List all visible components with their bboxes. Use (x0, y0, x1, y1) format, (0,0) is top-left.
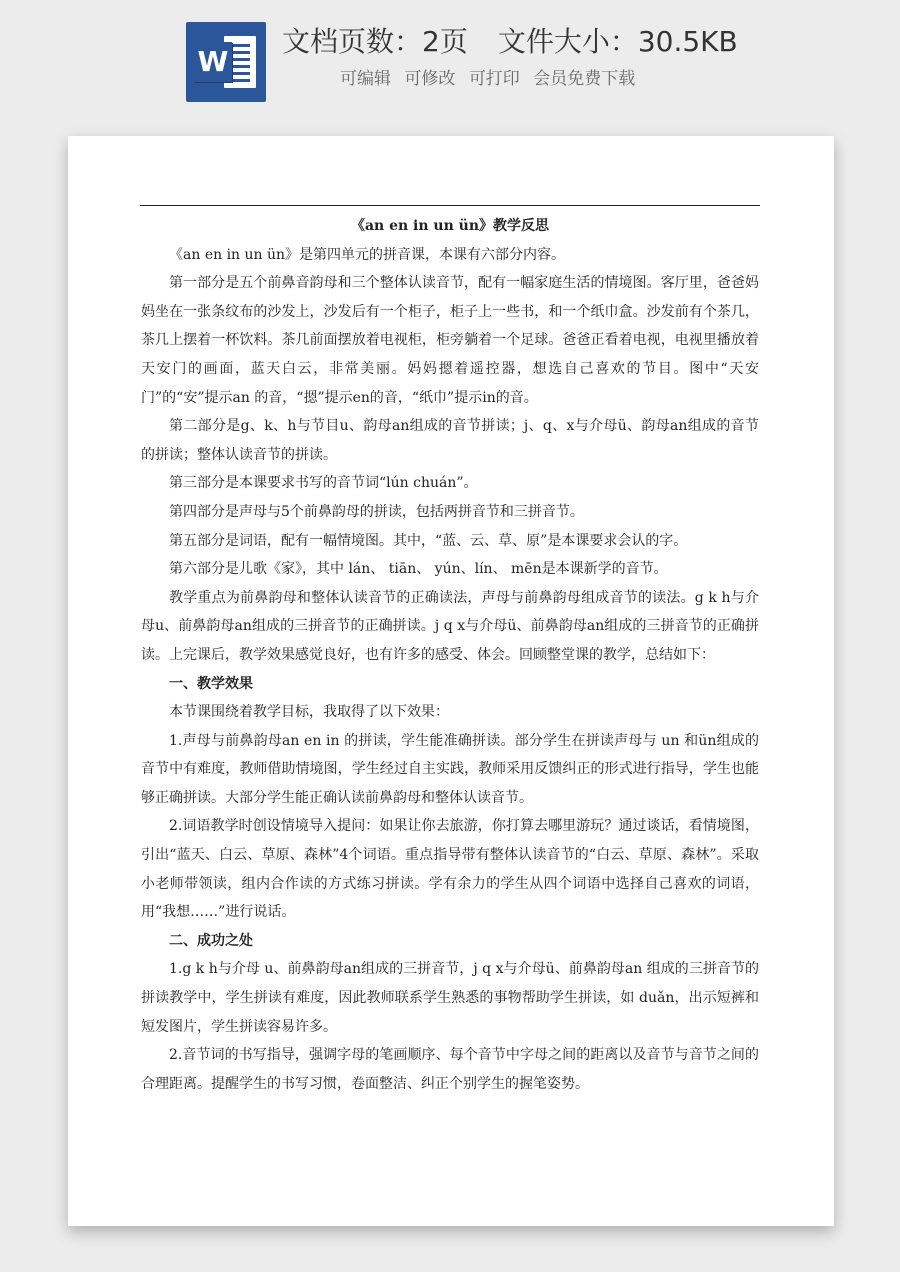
paragraph: 第三部分是本课要求书写的音节词“lún chuán”。 (169, 475, 478, 492)
feature-printable: 可打印 (468, 69, 520, 89)
paragraph: 第五部分是词语，配有一幅情境图。其中，“蓝、云、草、原”是本课要求会认的字。 (169, 532, 688, 549)
paragraph: 2.词语教学时创设情境导入提问：如果让你去旅游，你打算去哪里游玩？通过谈话，看情境图，引出“蓝天、白云、草原、森林”4个词语。重点指导带有整体认读音节的“白云、草原、森林”。采取小老师带领读，组内合作读的方式练习拼读。学有余力的学生从四个词语中选择自己喜欢的词语，用“我想……”进行说话。 (141, 818, 759, 921)
header-rule (140, 205, 760, 206)
word-letter: W (194, 42, 232, 82)
paragraph: 第二部分是g、k、h与节目u、韵母an组成的音节拼读；j、q、x与介母ü、韵母an组成的音节的拼读；整体认读音节的拼读。 (141, 418, 759, 463)
paragraph: 第六部分是儿歌《家》，其中 lán、 tiān、 yún、lín、 mēn是本课新学的音节。 (169, 561, 668, 578)
document-body (141, 212, 759, 1098)
paragraph: 第四部分是声母与5个前鼻韵母的拼读，包括两拼音节和三拼音节。 (169, 503, 584, 520)
section-heading: 二、成功之处 (169, 932, 253, 949)
file-size: 文件大小：30.5KB (497, 25, 738, 58)
paragraph: 2.音节词的书写指导，强调字母的笔画顺序、每个音节中字母之间的距离以及音节与音节之间的合理距离。提醒学生的书写习惯，卷面整洁、纠正个别学生的握笔姿势。 (141, 1047, 759, 1092)
page-count: 文档页数：2页 (282, 25, 468, 58)
paragraph: 1.声母与前鼻韵母an en in 的拼读，学生能准确拼读。部分学生在拼读声母与 un 和ün组成的音节中有难度，教师借助情境图，学生经过自主实践，教师采用反馈纠正的形式进行指导，学生也能够正确拼读。大部分学生能正确认读前鼻韵母和整体认读音节。 (141, 732, 759, 806)
file-meta (282, 20, 768, 64)
section-heading: 一、教学效果 (169, 675, 253, 692)
word-icon (186, 22, 266, 102)
paragraph: 本节课围绕着教学目标，我取得了以下效果： (169, 704, 449, 721)
paragraph: 《an en in un ün》是第四单元的拼音课，本课有六部分内容。 (169, 246, 566, 263)
paragraph: 1.g k h与介母 u、前鼻韵母an组成的三拼音节，j q x与介母ü、前鼻韵母an 组成的三拼音节的拼读教学中，学生拼读有难度，因此教师联系学生熟悉的事物帮助学生拼读，如 duǎn，出示短裤和短发图片，学生拼读容易许多。 (141, 961, 759, 1035)
feature-editable: 可编辑 (340, 69, 391, 89)
document-page (68, 136, 834, 1226)
paragraph: 第一部分是五个前鼻音韵母和三个整体认读音节，配有一幅家庭生活的情境图。客厅里，爸爸妈妈坐在一张条纹布的沙发上，沙发后有一个柜子，柜子上一些书，和一个纸巾盒。沙发前有个茶几，茶几上摆着一杯饮料。茶几前面摆放着电视柜，柜旁躺着一个足球。爸爸正看着电视，电视里播放着天安门的画面，蓝天白云，非常美丽。妈妈摁着遥控器，想选自己喜欢的节目。图中“天安门”的“安”提示an 的音，“摁”提示en的音，“纸巾”提示in的音。 (141, 275, 759, 406)
document-title: 《an en in un ün》教学反思 (350, 218, 550, 234)
paragraph: 教学重点为前鼻韵母和整体认读音节的正确读法，声母与前鼻韵母组成音节的读法。g k h与介母u、前鼻韵母an组成的三拼音节的正确拼读。j q x与介母ü、前鼻韵母an组成的三拼音节的正确拼读。上完课后，教学效果感觉良好，也有许多的感受、体会。回顾整堂课的教学，总结如下： (141, 589, 759, 663)
feature-member-download: 会员免费下载 (533, 69, 636, 89)
document-info-header (0, 0, 900, 120)
feature-modifiable: 可修改 (404, 69, 456, 89)
feature-list (340, 66, 643, 92)
